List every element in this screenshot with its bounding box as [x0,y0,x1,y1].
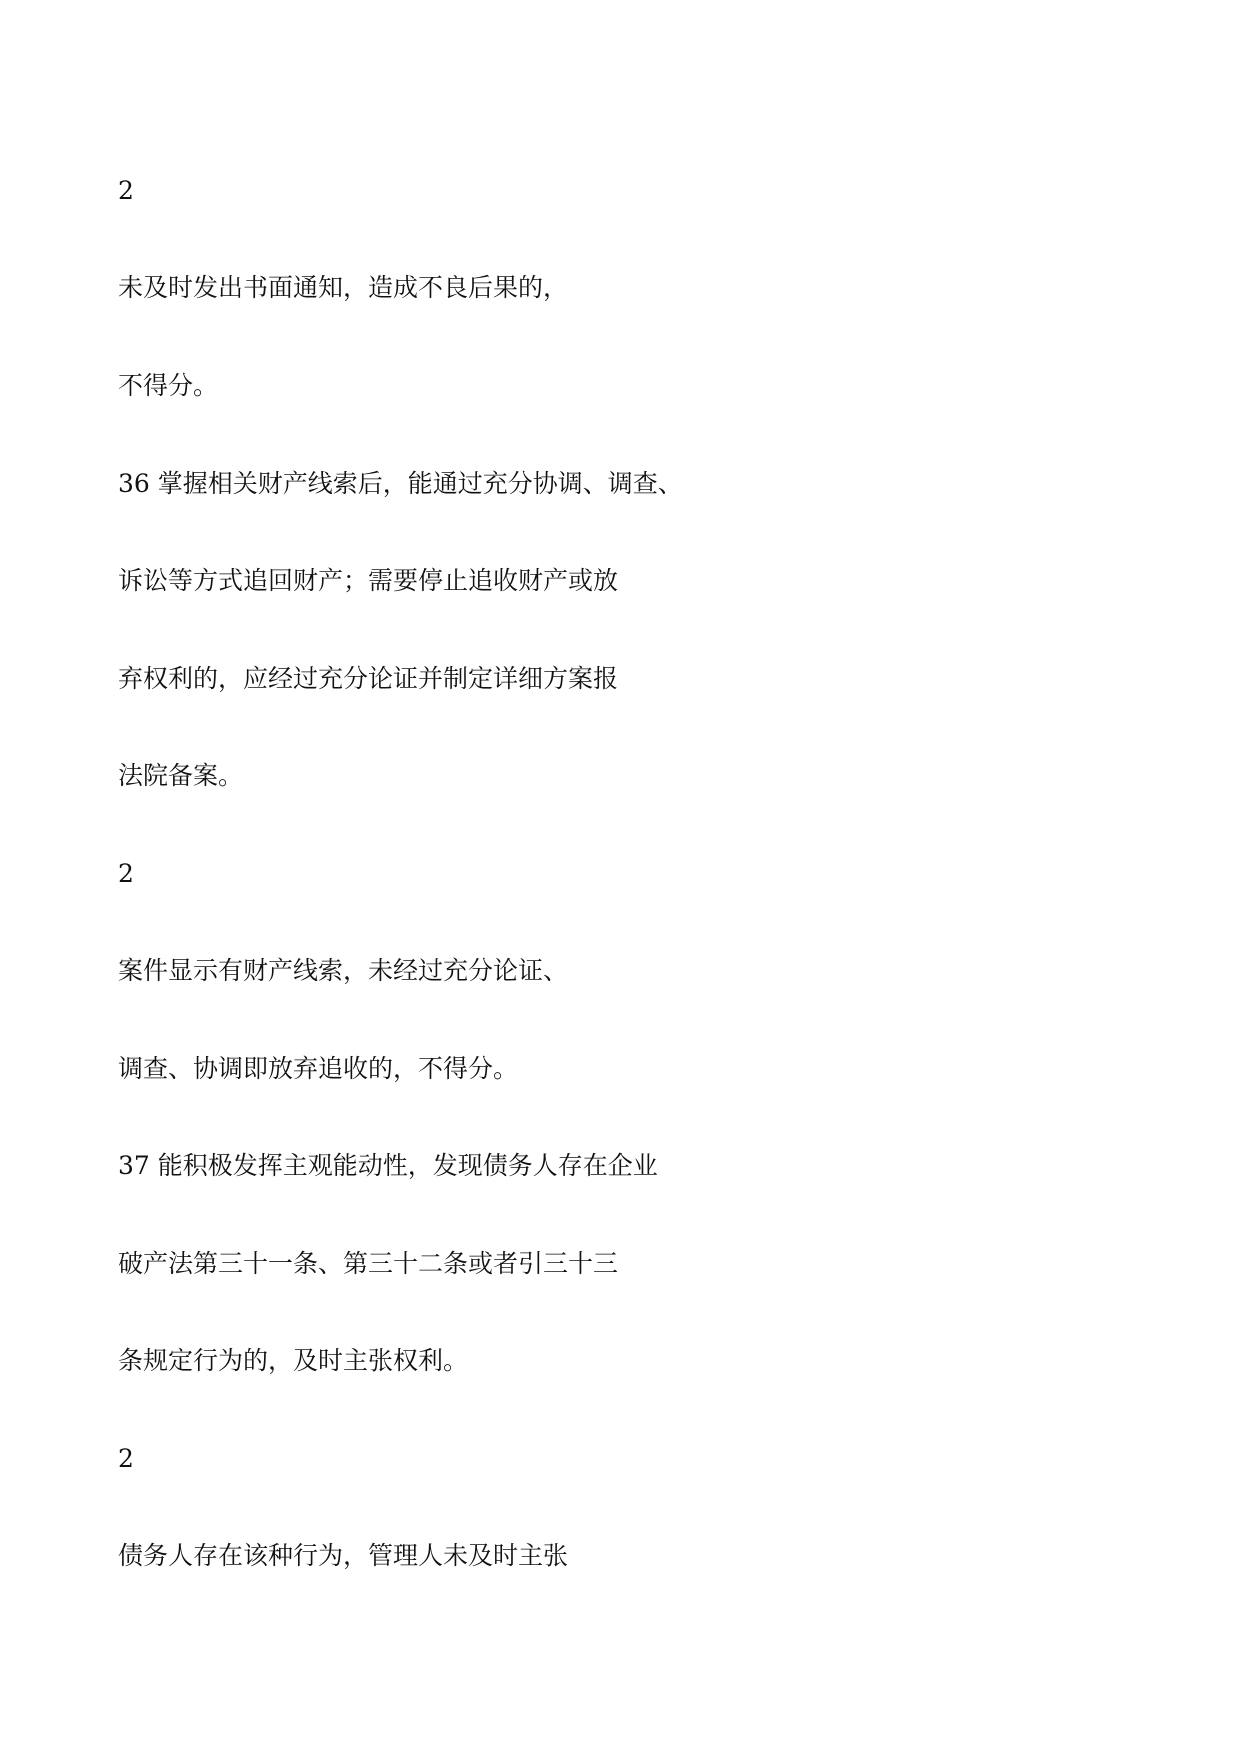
text-line: 未及时发出书面通知，造成不良后果的， [118,273,569,302]
score-value: 2 [118,176,134,205]
text-line: 弃权利的，应经过充分论证并制定详细方案报 [118,664,619,693]
score-value: 2 [118,859,134,888]
criterion-37-line: 37 能积极发挥主观能动性，发现债务人存在企业 [118,1151,658,1180]
text-line: 诉讼等方式追回财产；需要停止追收财产或放 [118,566,619,595]
text-line: 破产法第三十一条、第三十二条或者引三十三 [118,1249,619,1278]
score-value: 2 [118,1444,134,1473]
text-line: 调查、协调即放弃追收的，不得分。 [118,1054,519,1083]
text-line: 债务人存在该种行为，管理人未及时主张 [118,1541,569,1570]
text-line: 法院备案。 [118,761,244,790]
text-line: 案件显示有财产线索，未经过充分论证、 [118,956,569,985]
criterion-36-line: 36 掌握相关财产线索后，能通过充分协调、调查、 [118,469,683,498]
text-line: 条规定行为的，及时主张权利。 [118,1346,469,1375]
text-line: 不得分。 [118,371,219,400]
